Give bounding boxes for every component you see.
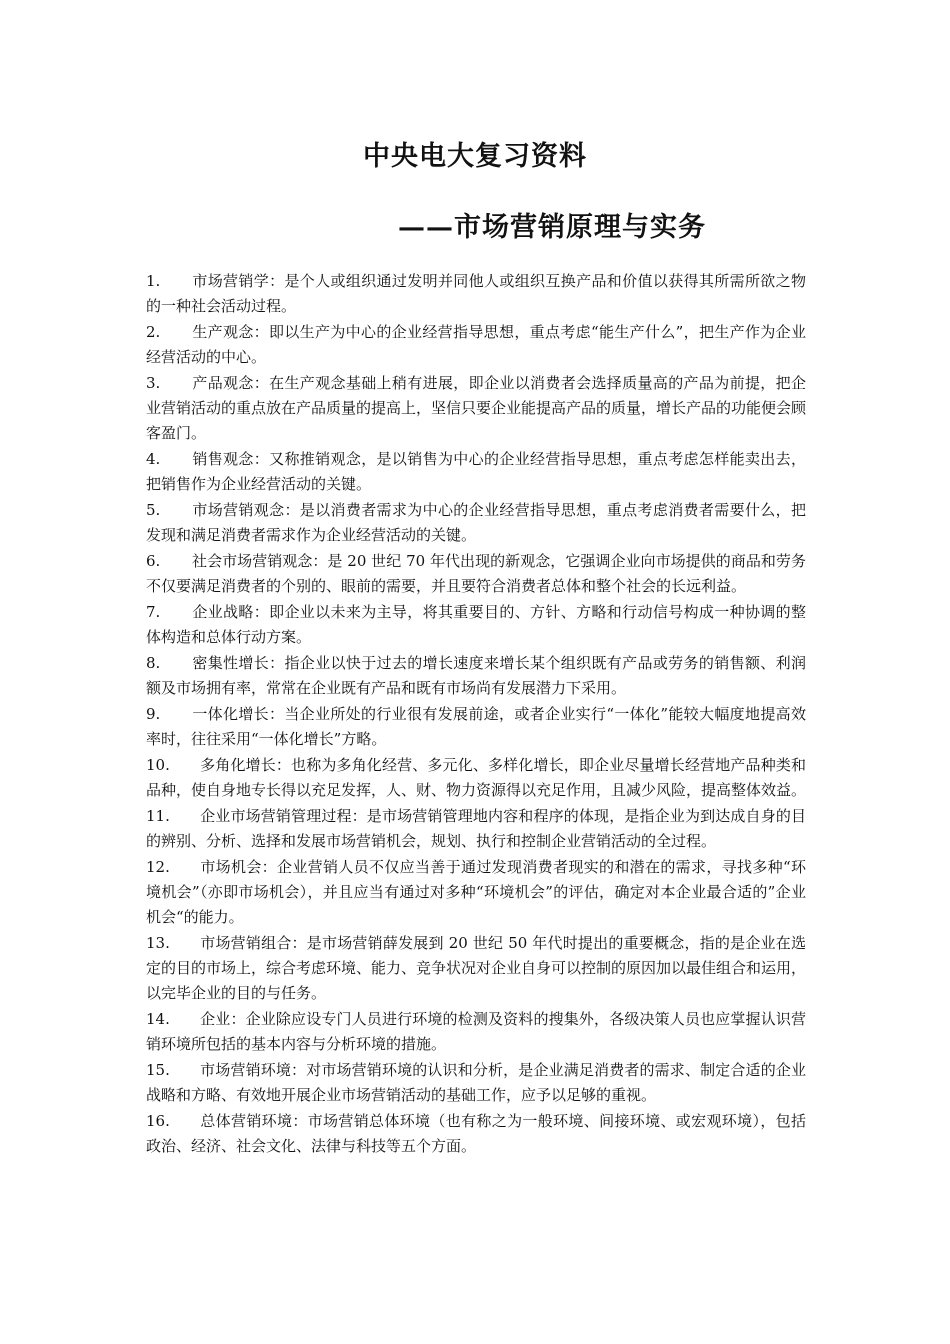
item-number: 8. (146, 654, 161, 672)
list-item (146, 1058, 806, 1108)
item-text: 市场营销学：是个人或组织通过发明并同他人或组织互换产品和价值以获得其所需所欲之物的一种社会活动过程。 (146, 272, 806, 315)
item-number: 10. (146, 756, 170, 774)
item-text: 总体营销环境：市场营销总体环境（也有称之为一般环境、间接环境、或宏观环境），包括政治、经济、社会文化、法律与科技等五个方面。 (146, 1112, 806, 1155)
item-text: 生产观念：即以生产为中心的企业经营指导思想，重点考虑“能生产什么”，把生产作为企业经营活动的中心。 (146, 323, 806, 366)
list-item (146, 651, 806, 701)
list-item (146, 447, 806, 497)
item-number: 7. (146, 603, 161, 621)
item-text: 市场营销环境：对市场营销环境的认识和分析，是企业满足消费者的需求、制定合适的企业战略和方略、有效地开展企业市场营销活动的基础工作，应予以足够的重视。 (146, 1061, 806, 1104)
item-number: 11. (146, 807, 170, 825)
item-number: 9. (146, 705, 161, 723)
item-number: 1. (146, 272, 161, 290)
item-number: 16. (146, 1112, 170, 1130)
item-number: 2. (146, 323, 161, 341)
list-item (146, 498, 806, 548)
list-item (146, 1109, 806, 1159)
item-text: 一体化增长：当企业所处的行业很有发展前途，或者企业实行“一体化”能较大幅度地提高效率时，往往采用“一体化增长”方略。 (146, 705, 806, 748)
item-text: 企业战略：即企业以未来为主导，将其重要目的、方针、方略和行动信号构成一种协调的整体构造和总体行动方案。 (146, 603, 806, 646)
document-title: 中央电大复习资料 (363, 141, 587, 172)
item-text: 企业市场营销管理过程：是市场营销管理地内容和程序的体现，是指企业为到达成自身的目的辨别、分析、选择和发展市场营销机会，规划、执行和控制企业营销活动的全过程。 (146, 807, 806, 850)
list-item (146, 804, 806, 854)
list-item (146, 1007, 806, 1057)
item-number: 12. (146, 858, 170, 876)
definition-list (146, 269, 806, 1160)
list-item (146, 855, 806, 930)
item-number: 4. (146, 450, 161, 468)
list-item (146, 269, 806, 319)
item-text: 密集性增长：指企业以快于过去的增长速度来增长某个组织既有产品或劳务的销售额、利润额及市场拥有率，常常在企业既有产品和既有市场尚有发展潜力下采用。 (146, 654, 806, 697)
item-text: 销售观念：又称推销观念，是以销售为中心的企业经营指导思想，重点考虑怎样能卖出去，把销售作为企业经营活动的关键。 (146, 450, 806, 493)
item-number: 5. (146, 501, 161, 519)
item-text: 社会市场营销观念：是 20 世纪 70 年代出现的新观念，它强调企业向市场提供的商品和劳务不仅要满足消费者的个别的、眼前的需要，并且要符合消费者总体和整个社会的长远利益。 (146, 552, 806, 595)
list-item (146, 320, 806, 370)
item-text: 市场营销组合：是市场营销薛发展到 20 世纪 50 年代时提出的重要概念，指的是企业在选定的目的市场上，综合考虑环境、能力、竞争状况对企业自身可以控制的原因加以最佳组合和运用，以完毕企业的目的与任务。 (146, 934, 807, 1002)
item-number: 3. (146, 374, 161, 392)
item-number: 14. (146, 1010, 170, 1028)
document-subtitle: ——市场营销原理与实务 (398, 212, 706, 243)
list-item (146, 753, 806, 803)
list-item (146, 931, 806, 1006)
list-item (146, 549, 806, 599)
item-number: 6. (146, 552, 161, 570)
item-number: 15. (146, 1061, 170, 1079)
list-item (146, 702, 806, 752)
list-item (146, 600, 806, 650)
item-text: 产品观念：在生产观念基础上稍有进展，即企业以消费者会选择质量高的产品为前提，把企业营销活动的重点放在产品质量的提高上，坚信只要企业能提高产品的质量，增长产品的功能便会顾客盈门。 (146, 374, 807, 442)
item-text: 市场营销观念：是以消费者需求为中心的企业经营指导思想，重点考虑消费者需要什么，把发现和满足消费者需求作为企业经营活动的关键。 (146, 501, 806, 544)
item-text: 多角化增长：也称为多角化经营、多元化、多样化增长，即企业尽量增长经营地产品种类和品种，使自身地专长得以充足发挥，人、财、物力资源得以充足作用，且减少风险，提高整体效益。 (146, 756, 807, 799)
list-item (146, 371, 806, 446)
item-text: 企业：企业除应设专门人员进行环境的检测及资料的搜集外，各级决策人员也应掌握认识营销环境所包括的基本内容与分析环境的措施。 (146, 1010, 806, 1053)
item-number: 13. (146, 934, 170, 952)
item-text: 市场机会：企业营销人员不仅应当善于通过发现消费者现实的和潜在的需求，寻找多种“环境机会”（亦即市场机会），并且应当有通过对多种“环境机会”的评估，确定对本企业最合适的”企业机会“的能力。 (146, 858, 806, 926)
